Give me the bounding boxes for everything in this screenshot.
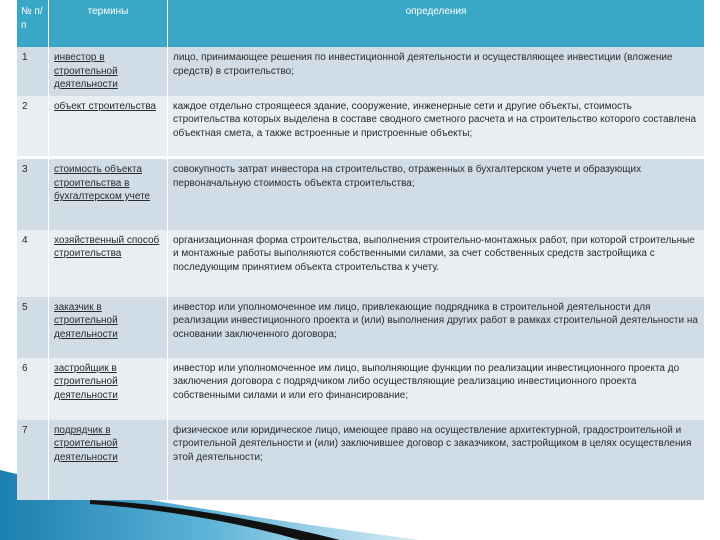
row-num: 1 (17, 47, 49, 96)
term-link[interactable]: объект строительства (54, 100, 156, 112)
row-num: 5 (17, 297, 49, 358)
row-definition: организационная форма строительства, выполнения строительно-монтажных работ, при которой строительные и монтажные работы выполняются собственными силами, за счет собственных средств застройщика с последующим принятием объекта строительства к учету. (168, 230, 705, 297)
term-link[interactable]: инвестор в строительной деятельности (54, 52, 118, 90)
row-num: 4 (17, 230, 49, 297)
term-link[interactable]: подрядчик в строительной деятельности (54, 424, 118, 463)
row-num: 3 (17, 158, 49, 230)
table-row (17, 358, 705, 420)
row-num: 6 (17, 358, 49, 420)
table-row (17, 96, 705, 158)
row-definition: каждое отдельно строящееся здание, сооружение, инженерные сети и другие объекты, стоимость строительства которых выделена в составе сводного сметного расчета и на строительство которого составлена объектная смета, а также встроенные и пристроенные объекты; (168, 96, 705, 158)
row-num: 2 (17, 96, 49, 158)
row-definition: совокупность затрат инвестора на строительство, отраженных в бухгалтерском учете и образующих первоначальную стоимость объекта строительства; (168, 158, 705, 230)
row-definition: инвестор или уполномоченное им лицо, выполняющие функции по реализации инвестиционного проекта до заключения договора с подрядчиком либо осуществляющие реализацию инвестиционного проекта собственными силами и или его финансирование; (168, 358, 705, 420)
table-row (17, 297, 705, 358)
table-header-row (17, 0, 705, 47)
terms-table (17, 0, 705, 500)
header-definition: определения (168, 0, 705, 47)
term-link[interactable]: стоимость объекта строительства в бухгалтерском учете (54, 164, 151, 202)
table-row (17, 47, 705, 96)
row-definition: инвестор или уполномоченное им лицо, привлекающие подрядника в строительной деятельности для реализации инвестиционного проекта и (или) выполнения других работ в рамках строительной деятельности на основании заключенного договора; (168, 297, 705, 358)
header-num: № п/п (17, 0, 49, 47)
row-num: 7 (17, 420, 49, 500)
table-row (17, 158, 705, 230)
row-definition: лицо, принимающее решения по инвестиционной деятельности и осуществляющее инвестиции (вложение средств) в строительство; (168, 47, 705, 96)
header-term: термины (49, 0, 168, 47)
table-row (17, 420, 705, 500)
table-row (17, 230, 705, 297)
term-link[interactable]: застройщик в строительной деятельности (54, 362, 118, 401)
term-link[interactable]: хозяйственный способ строительства (54, 234, 160, 259)
term-link[interactable]: заказчик в строительной деятельности (54, 301, 118, 340)
row-definition: физическое или юридическое лицо, имеющее право на осуществление архитектурной, градостроительной и строительной деятельности и (или) заключившее договор с заказчиком, застройщиком в целях осуществления этой деятельности; (168, 420, 705, 500)
